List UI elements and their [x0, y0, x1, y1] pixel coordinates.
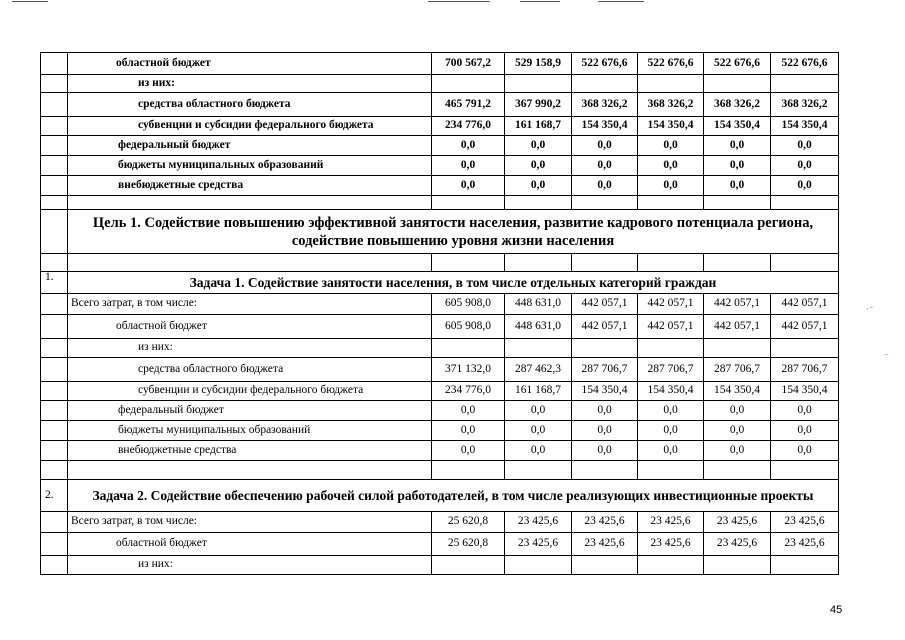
row-label: средства областного бюджета [68, 358, 432, 382]
value-cell: 442 057,1 [638, 294, 704, 315]
value-cell: 0,0 [432, 136, 505, 156]
value-cell: 23 425,6 [704, 512, 771, 533]
index-cell [41, 53, 68, 75]
value-cell: 234 776,0 [432, 382, 505, 401]
value-cell: 23 425,6 [505, 512, 572, 533]
index-cell [41, 176, 68, 196]
value-cell: 161 168,7 [505, 117, 572, 136]
table-row [41, 117, 839, 136]
value-cell [432, 556, 505, 575]
value-cell: 0,0 [638, 441, 704, 461]
value-cell [771, 75, 839, 93]
row-label: субвенции и субсидии федерального бюджета [68, 382, 432, 401]
value-cell: 529 158,9 [505, 53, 572, 75]
value-cell: 368 326,2 [771, 93, 839, 117]
value-cell: 23 425,6 [505, 533, 572, 556]
index-cell [41, 382, 68, 401]
value-cell: 448 631,0 [505, 315, 572, 339]
value-cell: 0,0 [505, 136, 572, 156]
table-row [41, 512, 839, 533]
value-cell: 0,0 [638, 136, 704, 156]
value-cell: 154 350,4 [704, 382, 771, 401]
value-cell [505, 75, 572, 93]
value-cell [704, 556, 771, 575]
value-cell [704, 75, 771, 93]
value-cell: 0,0 [432, 421, 505, 441]
table-row [41, 315, 839, 339]
value-cell: 442 057,1 [704, 294, 771, 315]
value-cell: 0,0 [505, 176, 572, 196]
index-cell [41, 156, 68, 176]
row-label: Всего затрат, в том числе: [68, 512, 432, 533]
table-row [41, 136, 839, 156]
value-cell: 0,0 [432, 441, 505, 461]
table-row [41, 176, 839, 196]
table-row [41, 75, 839, 93]
row-label: федеральный бюджет [68, 136, 432, 156]
value-cell: 0,0 [771, 176, 839, 196]
table-row [41, 533, 839, 556]
value-cell: 0,0 [704, 421, 771, 441]
task-title: Задача 1. Содействие занятости населения, в том числе отдельных категорий граждан [68, 272, 839, 294]
task-header-row [41, 480, 839, 512]
value-cell: 0,0 [704, 176, 771, 196]
table-row [41, 421, 839, 441]
value-cell [432, 339, 505, 358]
table-row [41, 401, 839, 421]
value-cell: 23 425,6 [572, 533, 638, 556]
value-cell: 23 425,6 [572, 512, 638, 533]
value-cell: 0,0 [572, 401, 638, 421]
value-cell: 23 425,6 [771, 512, 839, 533]
value-cell: 442 057,1 [771, 294, 839, 315]
row-label: из них: [68, 339, 432, 358]
value-cell: 25 620,8 [432, 533, 505, 556]
value-cell: 287 706,7 [771, 358, 839, 382]
index-cell [41, 556, 68, 575]
row-label: областной бюджет [68, 53, 432, 75]
value-cell: 154 350,4 [771, 117, 839, 136]
value-cell: 161 168,7 [505, 382, 572, 401]
value-cell: 0,0 [432, 176, 505, 196]
goal-title: Цель 1. Содействие повышению эффективной занятости населения, развитие кадрового потенциала региона, содействие повышению уровня жизни населения [68, 210, 839, 254]
value-cell: 23 425,6 [704, 533, 771, 556]
row-label: внебюджетные средства [68, 441, 432, 461]
value-cell [572, 75, 638, 93]
value-cell [704, 339, 771, 358]
budget-table [40, 52, 839, 575]
value-cell: 0,0 [432, 401, 505, 421]
row-label: областной бюджет [68, 533, 432, 556]
value-cell: 0,0 [572, 176, 638, 196]
value-cell: 154 350,4 [572, 382, 638, 401]
value-cell: 605 908,0 [432, 294, 505, 315]
row-label: из них: [68, 556, 432, 575]
index-cell [41, 75, 68, 93]
value-cell: 0,0 [771, 441, 839, 461]
value-cell: 0,0 [505, 401, 572, 421]
value-cell: 0,0 [638, 176, 704, 196]
table-row [41, 156, 839, 176]
value-cell: 700 567,2 [432, 53, 505, 75]
value-cell [771, 556, 839, 575]
value-cell [638, 556, 704, 575]
value-cell: 23 425,6 [638, 512, 704, 533]
value-cell: 23 425,6 [638, 533, 704, 556]
value-cell: 287 706,7 [704, 358, 771, 382]
value-cell: 0,0 [572, 421, 638, 441]
value-cell [572, 339, 638, 358]
value-cell: 154 350,4 [572, 117, 638, 136]
index-cell [41, 117, 68, 136]
value-cell [432, 75, 505, 93]
value-cell: 522 676,6 [572, 53, 638, 75]
table-row [41, 382, 839, 401]
value-cell: 287 462,3 [505, 358, 572, 382]
row-label: субвенции и субсидии федерального бюджета [68, 117, 432, 136]
index-cell [41, 441, 68, 461]
value-cell: 0,0 [704, 136, 771, 156]
task-header-row [41, 272, 839, 294]
value-cell: 154 350,4 [638, 117, 704, 136]
row-label: бюджеты муниципальных образований [68, 156, 432, 176]
value-cell [505, 339, 572, 358]
table-row [41, 441, 839, 461]
index-cell [41, 512, 68, 533]
row-label: средства областного бюджета [68, 93, 432, 117]
index-cell [41, 339, 68, 358]
value-cell: 442 057,1 [572, 315, 638, 339]
scan-speck: ⁻ [884, 352, 889, 362]
value-cell: 368 326,2 [572, 93, 638, 117]
table-row [41, 93, 839, 117]
value-cell: 0,0 [704, 156, 771, 176]
row-label: Всего затрат, в том числе: [68, 294, 432, 315]
value-cell: 0,0 [638, 401, 704, 421]
row-label: областной бюджет [68, 315, 432, 339]
top-rule [598, 1, 644, 2]
index-cell [41, 358, 68, 382]
value-cell: 0,0 [505, 441, 572, 461]
value-cell: 368 326,2 [704, 93, 771, 117]
value-cell: 0,0 [771, 136, 839, 156]
value-cell: 287 706,7 [638, 358, 704, 382]
table-row [41, 53, 839, 75]
index-cell [41, 421, 68, 441]
value-cell: 0,0 [505, 421, 572, 441]
table-row [41, 358, 839, 382]
value-cell: 522 676,6 [638, 53, 704, 75]
top-rule [428, 1, 490, 2]
value-cell [505, 556, 572, 575]
value-cell: 0,0 [771, 421, 839, 441]
value-cell: 0,0 [771, 156, 839, 176]
index-cell [41, 210, 68, 254]
row-label: федеральный бюджет [68, 401, 432, 421]
value-cell [638, 339, 704, 358]
value-cell: 0,0 [505, 156, 572, 176]
value-cell [572, 556, 638, 575]
spacer-row [41, 196, 839, 210]
value-cell: 0,0 [572, 441, 638, 461]
value-cell: 23 425,6 [771, 533, 839, 556]
spacer-row [41, 461, 839, 480]
value-cell: 0,0 [704, 441, 771, 461]
value-cell: 522 676,6 [771, 53, 839, 75]
row-label: бюджеты муниципальных образований [68, 421, 432, 441]
value-cell: 448 631,0 [505, 294, 572, 315]
value-cell: 154 350,4 [771, 382, 839, 401]
value-cell [771, 339, 839, 358]
value-cell: 605 908,0 [432, 315, 505, 339]
table-row [41, 294, 839, 315]
value-cell: 522 676,6 [704, 53, 771, 75]
value-cell: 0,0 [638, 421, 704, 441]
value-cell: 367 990,2 [505, 93, 572, 117]
value-cell: 25 620,8 [432, 512, 505, 533]
top-rule [520, 1, 560, 2]
value-cell: 0,0 [572, 156, 638, 176]
table-row [41, 556, 839, 575]
value-cell: 442 057,1 [704, 315, 771, 339]
value-cell: 154 350,4 [704, 117, 771, 136]
row-label: внебюджетные средства [68, 176, 432, 196]
value-cell: 442 057,1 [771, 315, 839, 339]
index-cell [41, 136, 68, 156]
value-cell: 287 706,7 [572, 358, 638, 382]
spacer-row [41, 254, 839, 272]
index-cell [41, 401, 68, 421]
value-cell: 234 776,0 [432, 117, 505, 136]
value-cell: 0,0 [638, 156, 704, 176]
top-rule [12, 1, 48, 2]
value-cell: 442 057,1 [572, 294, 638, 315]
index-cell [41, 294, 68, 315]
goal-row [41, 210, 839, 254]
value-cell: 154 350,4 [638, 382, 704, 401]
value-cell: 0,0 [572, 136, 638, 156]
value-cell: 0,0 [432, 156, 505, 176]
row-label: из них: [68, 75, 432, 93]
task-title: Задача 2. Содействие обеспечению рабочей силой работодателей, в том числе реализующих инвестиционные проекты [68, 480, 839, 512]
value-cell: 0,0 [704, 401, 771, 421]
task-index: 1. [41, 272, 68, 294]
value-cell: 442 057,1 [638, 315, 704, 339]
scan-speck: ·⁻ [866, 305, 874, 315]
index-cell [41, 315, 68, 339]
table-row [41, 339, 839, 358]
page-number: 45 [830, 604, 843, 616]
value-cell: 368 326,2 [638, 93, 704, 117]
value-cell: 0,0 [771, 401, 839, 421]
index-cell [41, 533, 68, 556]
value-cell: 371 132,0 [432, 358, 505, 382]
task-index: 2. [41, 480, 68, 512]
index-cell [41, 93, 68, 117]
value-cell: 465 791,2 [432, 93, 505, 117]
value-cell [638, 75, 704, 93]
